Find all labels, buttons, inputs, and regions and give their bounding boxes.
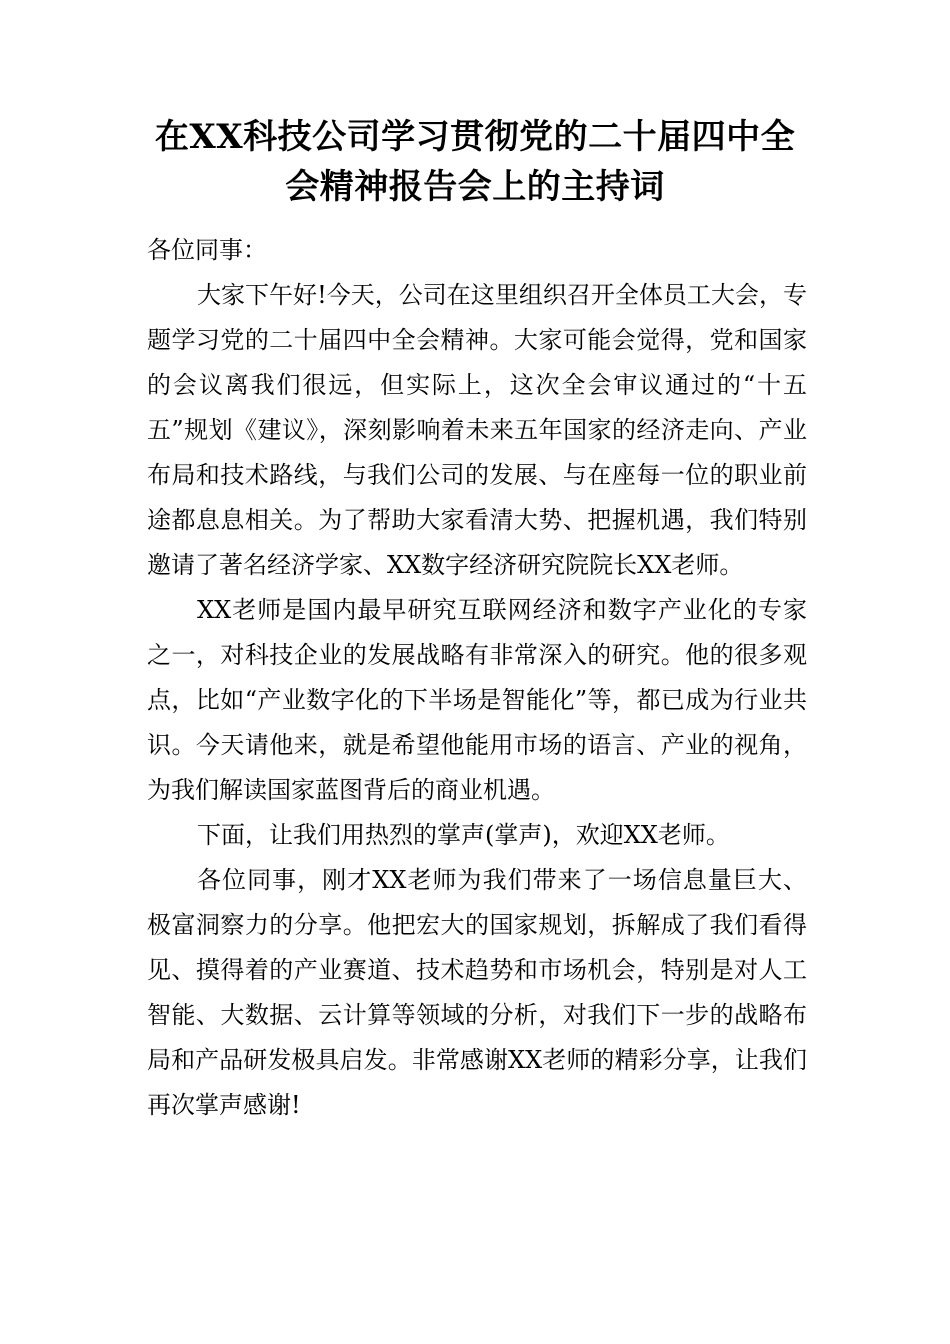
paragraph-closing: 各位同事，刚才XX老师为我们带来了一场信息量巨大、极富洞察力的分享。他把宏大的国家规划，拆解成了我们看得见、摸得着的产业赛道、技术趋势和市场机会，特别是对人工智能、大数据、云计算等领域的分析，对我们下一步的战略布局和产品研发极具启发。非常感谢XX老师的精彩分享，让我们再次掌声感谢!: [147, 866, 807, 1119]
title-line-1: 在XX科技公司学习贯彻党的二十届四中全: [154, 117, 796, 157]
paragraph-opening: 大家下午好!今天，公司在这里组织召开全体员工大会，专题学习党的二十届四中全会精神。大家可能会觉得，党和国家的会议离我们很远，但实际上，这次全会审议通过的“十五五”规划《建议》，深刻影响着未来五年国家的经济走向、产业布局和技术路线，与我们公司的发展、与在座每一位的职业前途都息息相关。为了帮助大家看清大势、把握机遇，我们特别邀请了著名经济学家、XX数字经济研究院院长XX老师。: [147, 281, 807, 579]
title-line-2: 会精神报告会上的主持词: [285, 167, 665, 207]
document-body: [147, 228, 807, 1128]
document-title: [140, 112, 810, 212]
paragraph-welcome: 下面，让我们用热烈的掌声(掌声)，欢迎XX老师。: [197, 821, 730, 849]
paragraph-speaker-intro: XX老师是国内最早研究互联网经济和数字产业化的专家之一，对科技企业的发展战略有非常深入的研究。他的很多观点，比如“产业数字化的下半场是智能化”等，都已成为行业共识。今天请他来，就是希望他能用市场的语言、产业的视角，为我们解读国家蓝图背后的商业机遇。: [147, 596, 807, 804]
salutation: 各位同事：: [147, 236, 267, 264]
